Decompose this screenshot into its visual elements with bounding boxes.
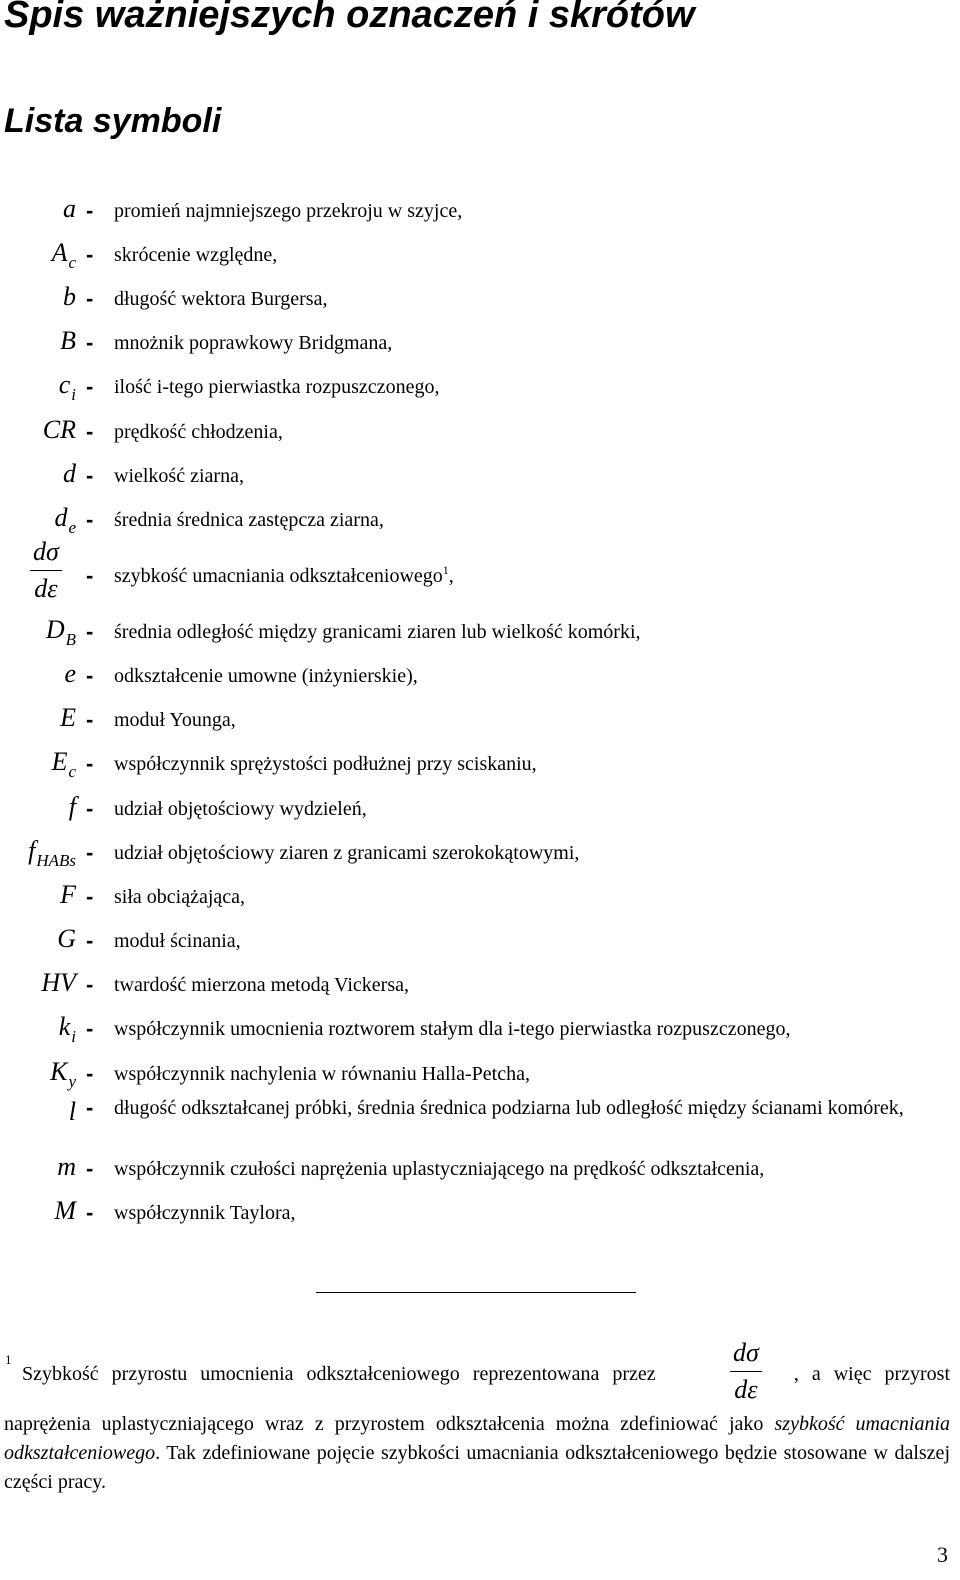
footnote-divider	[316, 1292, 636, 1293]
section-title: Lista symboli	[4, 102, 222, 140]
symbol-description	[114, 374, 914, 400]
fraction-numerator: dσ	[733, 1338, 759, 1367]
symbol-description	[114, 242, 914, 268]
dash-separator: -	[86, 419, 94, 444]
symbol-description	[114, 840, 914, 866]
symbol-row	[0, 328, 960, 360]
symbol	[28, 834, 76, 871]
symbol-subscript: y	[68, 1072, 76, 1091]
symbol-row	[0, 240, 960, 272]
footnote-fraction	[730, 1338, 762, 1405]
symbol-base: e	[64, 659, 76, 688]
dash-separator: -	[86, 463, 94, 488]
symbol-subscript: HABs	[36, 851, 76, 870]
symbol-base: HV	[41, 968, 76, 997]
symbol-description	[114, 1200, 914, 1226]
symbol-description	[114, 563, 914, 589]
symbol	[64, 657, 76, 691]
symbol-subscript: c	[68, 762, 76, 781]
symbol	[60, 324, 76, 358]
description-text: udział objętościowy ziaren z granicami szerokokątowymi,	[114, 842, 580, 864]
description-text: moduł ścinania,	[114, 930, 241, 952]
symbol-base: CR	[42, 415, 76, 444]
symbol-description	[114, 198, 914, 224]
dash-separator: -	[86, 928, 94, 953]
symbol-subscript: e	[68, 518, 76, 537]
symbol-row	[0, 284, 960, 316]
symbol	[57, 922, 76, 956]
description-text: średnia odległość między granicami ziaren lub wielkość komórki,	[114, 621, 641, 643]
symbol-row	[0, 196, 960, 228]
symbol-row	[0, 1014, 960, 1046]
symbol-base: k	[58, 1012, 71, 1041]
description-text: współczynnik nachylenia w równaniu Halla-Petcha,	[114, 1063, 530, 1085]
dash-separator: -	[86, 884, 94, 909]
symbol-description	[114, 663, 914, 689]
symbol-row	[0, 1095, 960, 1131]
symbol	[52, 745, 76, 782]
description-text: średnia średnica zastępcza ziarna,	[114, 509, 384, 531]
symbol	[41, 966, 76, 1000]
symbol	[43, 413, 76, 447]
dash-separator: -	[86, 619, 94, 644]
symbol-row	[0, 882, 960, 914]
symbol-row	[0, 505, 960, 537]
symbol-subscript: i	[71, 385, 76, 404]
symbol-row	[0, 838, 960, 870]
symbol-description	[114, 419, 914, 445]
fraction-bar	[30, 570, 62, 571]
symbol	[60, 701, 76, 735]
symbol-description	[114, 751, 914, 777]
symbol-row	[0, 926, 960, 958]
symbol-subscript: c	[68, 253, 76, 272]
footnote-text-part: . Tak zdefiniowane pojęcie szybkości umacniania odkształceniowego będzie stosowane w dalszej części pracy.	[4, 1442, 950, 1493]
symbol-row	[0, 794, 960, 826]
symbol-base: E	[60, 703, 76, 732]
symbol-subscript: i	[71, 1027, 76, 1046]
description-text: siła obciążająca,	[114, 886, 246, 908]
dash-separator: -	[86, 1156, 94, 1181]
symbol-description	[114, 286, 914, 312]
symbol-base: K	[50, 1057, 68, 1086]
symbol	[54, 501, 76, 538]
page-number: 3	[937, 1542, 948, 1567]
symbol	[52, 236, 76, 273]
dash-separator: -	[86, 374, 94, 399]
description-text: ilość i-tego pierwiastka rozpuszczonego,	[114, 376, 440, 398]
description-text: moduł Younga,	[114, 709, 236, 731]
footnote-reference[interactable]: 1	[442, 563, 449, 577]
symbol-base: a	[63, 194, 76, 223]
dash-separator: -	[86, 707, 94, 732]
symbol-base: B	[60, 326, 76, 355]
description-text: prędkość chłodzenia,	[114, 421, 283, 443]
dash-separator: -	[86, 663, 94, 688]
description-text: współczynnik czułości naprężenia uplastyczniającego na prędkość odkształcenia,	[114, 1158, 765, 1180]
description-text: szybkość umacniania odkształceniowego	[114, 565, 443, 587]
symbol-base: A	[51, 238, 68, 267]
dash-separator: -	[86, 840, 94, 865]
symbol-row	[0, 537, 960, 603]
dash-separator: -	[86, 1200, 94, 1225]
fraction-numerator: dσ	[33, 537, 59, 566]
description-text: współczynnik Taylora,	[114, 1202, 296, 1224]
symbol	[54, 1194, 76, 1228]
dash-separator: -	[86, 972, 94, 997]
symbol-description	[114, 330, 914, 356]
dash-separator: -	[86, 242, 94, 267]
symbol	[69, 790, 76, 824]
symbol	[57, 1150, 76, 1184]
page-title: Spis ważniejszych oznaczeń i skrótów	[4, 0, 695, 36]
symbol-base: F	[60, 880, 76, 909]
description-text: promień najmniejszego przekroju w szyjce,	[114, 200, 463, 222]
symbol-base: E	[51, 747, 68, 776]
symbol-description	[114, 928, 914, 954]
symbol-row	[0, 970, 960, 1002]
footnote-marker: 1	[5, 1352, 12, 1367]
symbol	[46, 613, 76, 650]
symbol-fraction	[30, 537, 62, 604]
symbol-base: c	[58, 370, 71, 399]
symbol-base: M	[54, 1196, 76, 1225]
symbol	[63, 280, 76, 314]
footnote-emphasis: szybkość umacniania odkształceniowego	[4, 1413, 950, 1464]
fraction-denominator: dε	[34, 574, 58, 603]
symbol-base: l	[68, 1097, 76, 1126]
dash-separator: -	[86, 286, 94, 311]
fraction-denominator: dε	[734, 1375, 758, 1404]
description-text: mnożnik poprawkowy Bridgmana,	[114, 332, 393, 354]
footnote-text-part: naprężenia uplastyczniającego wraz z przyrostem odkształcenia można zdefiniować jako	[4, 1413, 775, 1435]
symbol-row	[0, 417, 960, 449]
description-text: długość odkształcanej próbki, średnia średnica podziarna lub odległość między ścianami komórek,	[114, 1097, 904, 1119]
fraction-bar	[730, 1371, 762, 1372]
symbol-description	[114, 463, 914, 489]
description-text: wielkość ziarna,	[114, 465, 244, 487]
description-text: współczynnik sprężystości podłużnej przy sciskaniu,	[114, 753, 537, 775]
symbol-row	[0, 705, 960, 737]
description-text: udział objętościowy wydzieleń,	[114, 798, 367, 820]
symbol-row	[0, 372, 960, 404]
dash-separator: -	[86, 1095, 94, 1120]
symbol-description	[114, 884, 914, 910]
symbol-row	[0, 1154, 960, 1186]
symbol-row	[0, 749, 960, 781]
symbol-base: m	[57, 1152, 76, 1181]
symbol-base: f	[28, 836, 36, 865]
footnote-text-before: Szybkość przyrostu umocnienia odkształceniowego reprezentowana przez	[22, 1363, 656, 1385]
symbol-description	[114, 707, 914, 733]
symbol	[69, 1095, 76, 1129]
symbol-base: f	[68, 792, 76, 821]
symbol-base: d	[54, 503, 68, 532]
symbol-base: b	[63, 282, 76, 311]
symbol-description	[114, 619, 914, 645]
symbol-base: G	[57, 924, 76, 953]
symbol-base: d	[63, 459, 76, 488]
symbol-subscript: B	[65, 630, 76, 649]
symbol-row	[0, 1198, 960, 1230]
symbol-description	[114, 1095, 914, 1121]
description-text: skrócenie względne,	[114, 244, 278, 266]
symbol	[59, 368, 76, 405]
symbol-description	[114, 507, 914, 533]
description-text: odkształcenie umowne (inżynierskie),	[114, 665, 418, 687]
symbol	[63, 457, 76, 491]
dash-separator: -	[86, 1016, 94, 1041]
symbol-description	[114, 1156, 914, 1182]
dash-separator: -	[86, 751, 94, 776]
symbol	[63, 192, 76, 226]
symbol-description	[114, 1061, 914, 1087]
description-text: długość wektora Burgersa,	[114, 288, 328, 310]
symbol-row	[0, 461, 960, 493]
footnote-continuation	[4, 1410, 950, 1497]
dash-separator: -	[86, 198, 94, 223]
symbol-base: D	[45, 615, 65, 644]
symbol-row	[0, 661, 960, 693]
symbol-description	[114, 1016, 914, 1042]
dash-separator: -	[86, 1061, 94, 1086]
description-tail: ,	[448, 565, 454, 587]
symbol-row	[0, 1059, 960, 1091]
dash-separator: -	[86, 563, 94, 588]
dash-separator: -	[86, 507, 94, 532]
symbol	[60, 878, 76, 912]
symbol-row	[0, 617, 960, 649]
dash-separator: -	[86, 796, 94, 821]
symbol	[59, 1010, 76, 1047]
symbol	[50, 1055, 76, 1092]
description-text: współczynnik umocnienia roztworem stałym dla i-tego pierwiastka rozpuszczonego,	[114, 1018, 791, 1040]
symbol-description	[114, 796, 914, 822]
description-text: twardość mierzona metodą Vickersa,	[114, 974, 409, 996]
symbol-description	[114, 972, 914, 998]
dash-separator: -	[86, 330, 94, 355]
footnote-text-after: , a więc przyrost	[793, 1363, 950, 1385]
